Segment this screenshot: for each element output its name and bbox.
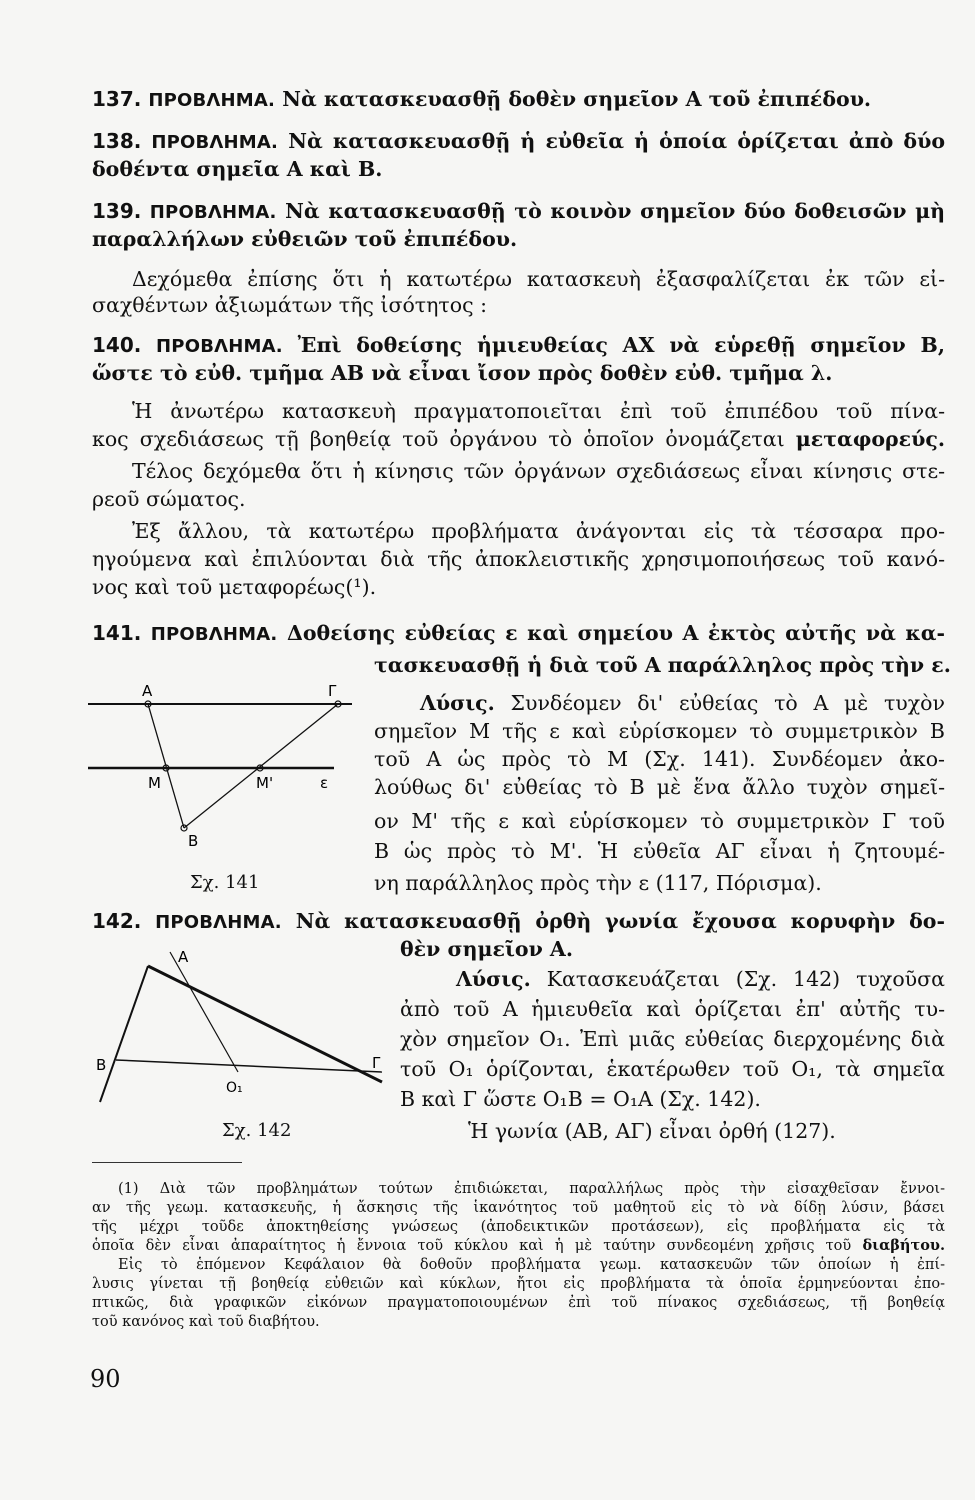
paragraph-text: Τέλος δεχόμεθα ὅτι ἡ κίνησις τῶν ὀργάνων σχεδιάσεως εἶναι κίνησις στε-: [132, 459, 945, 483]
solution-142: [400, 966, 945, 992]
segment-AB: [148, 704, 184, 828]
label-G: Γ: [328, 682, 337, 700]
solution-text: Ἡ γωνία (ΑΒ, ΑΓ) εἶναι ὀρθή (127).: [468, 1119, 836, 1143]
problem-label: ΠΡΟΒΛΗΜΑ.: [155, 912, 282, 933]
solution-text: τοῦ Α ὡς πρὸς τὸ Μ (Σχ. 141). Συνδέομεν ἀκο-: [374, 747, 945, 771]
label-B: Β: [188, 832, 199, 850]
footnote-text: λυσις γίνεται τῇ βοηθείᾳ εὐθειῶν καὶ κύκλων, ἤτοι εἰς προβλήματα τὰ ὁποῖα ἑρμηνεύονται ἐπο-: [92, 1276, 945, 1292]
problem-label: ΠΡΟΒΛΗΜΑ.: [156, 336, 283, 357]
solution-text: χὸν σημεῖον Ο₁. Ἐπὶ μιᾶς εὐθείας διερχομένης διὰ: [400, 1027, 945, 1051]
problem-140: [92, 332, 945, 360]
paragraph-text: σαχθέντων ἀξιωμάτων τῆς ἰσότητος :: [92, 293, 488, 317]
problem-label: ΠΡΟΒΛΗΜΑ.: [151, 132, 279, 153]
label-A: Α: [142, 682, 153, 700]
solution-text: λούθως δι' εὐθείας τὸ Β μὲ ἕνα ἄλλο τυχὸν σημεῖ-: [374, 775, 945, 799]
problem-label: ΠΡΟΒΛΗΜΑ.: [150, 624, 278, 645]
label-e: ε: [320, 774, 329, 792]
problem-label: ΠΡΟΒΛΗΜΑ.: [148, 90, 276, 111]
solution-text: Β καὶ Γ ὥστε Ο₁Β = Ο₁Α (Σχ. 142).: [400, 1087, 761, 1111]
paragraph-text: Δεχόμεθα ἐπίσης ὅτι ἡ κατωτέρω κατασκευὴ ἐξασφαλίζεται ἐκ τῶν εἰ-: [132, 267, 945, 291]
problem-statement-cont: δοθέντα σημεῖα Α καὶ Β.: [92, 157, 383, 181]
problem-number: 138.: [92, 129, 152, 153]
solution-text: τοῦ Ο₁ ὁρίζονται, ἑκατέρωθεν τοῦ Ο₁, τὰ σημεῖα: [400, 1057, 945, 1081]
solution-label: Λύσις.: [420, 691, 495, 715]
footnote-text: Εἰς τὸ ἑπόμενον Κεφάλαιον θὰ δοθοῦν προβλήματα γεωμ. κατασκευῶν τῶν ὁποίων ἡ ἐπί-: [118, 1257, 945, 1273]
paragraph-text: κος σχεδιάσεως τῇ βοηθείᾳ τοῦ ὀργάνου τὸ ὁποῖον ὀνομάζεται: [92, 427, 796, 451]
problem-statement-cont: τασκευασθῇ ἡ διὰ τοῦ Α παράλληλος πρὸς τὴν ε.: [374, 653, 951, 677]
problem-label: ΠΡΟΒΛΗΜΑ.: [149, 202, 277, 223]
solution-text: νη παράλληλος πρὸς τὴν ε (117, Πόρισμα).: [374, 871, 822, 895]
label-A: Α: [178, 948, 189, 966]
problem-number: 137.: [92, 87, 149, 111]
solution-text: Συνδέομεν δι' εὐθείας τὸ Α μὲ τυχὸν: [494, 691, 945, 715]
bold-term: μεταφορεύς.: [795, 427, 945, 451]
footnote-text: τοῦ κανόνος καὶ τοῦ διαβήτου.: [92, 1314, 320, 1330]
figure-caption: Σχ. 141: [190, 872, 260, 893]
solution-label: Λύσις.: [456, 967, 531, 991]
problem-statement: Νὰ κατασκευασθῇ ὀρθὴ γωνία ἔχουσα κορυφὴν δο-: [281, 909, 945, 933]
footnote-text: πτικῶς, διὰ γραφικῶν εἰκόνων πραγματοποιουμένων ἐπὶ τοῦ πίνακος σχεδιάσεως, τῇ βοηθείᾳ: [92, 1295, 945, 1311]
figure-142: [88, 946, 388, 1106]
solution-text: ον Μ' τῆς ε καὶ εὑρίσκομεν τὸ συμμετρικὸν Γ τοῦ: [374, 809, 945, 833]
footnote-separator: [92, 1162, 242, 1163]
figure-caption: Σχ. 142: [222, 1120, 292, 1141]
problem-statement: Νὰ κατασκευασθῇ δοθὲν σημεῖον Α τοῦ ἐπιπέδου.: [275, 87, 872, 111]
footnote-text: τῆς μέχρι τοῦδε ἀποκτηθείσης γνώσεως (ἀποδεικτικῶν προτάσεων), εἰς προβλήματα εἰς τὰ: [92, 1219, 945, 1235]
paragraph-text: ηγούμενα καὶ ἐπιλύονται διὰ τῆς ἀποκλειστικῆς χρησιμοποιήσεως τοῦ κανό-: [92, 547, 945, 571]
problem-statement-cont: παραλλήλων εὐθειῶν τοῦ ἐπιπέδου.: [92, 227, 518, 251]
ray-AB: [100, 966, 148, 1102]
problem-statement: Νὰ κατασκευασθῇ ἡ εὐθεῖα ἡ ὁποία ὁρίζεται ἀπὸ δύο: [278, 129, 945, 153]
problem-142: [92, 908, 945, 936]
segment-BG: [184, 704, 338, 828]
problem-statement-cont: ὥστε τὸ εὐθ. τμῆμα ΑΒ νὰ εἶναι ἴσον πρὸς δοθὲν εὐθ. τμῆμα λ.: [92, 361, 833, 385]
problem-statement: Νὰ κατασκευασθῇ τὸ κοινὸν σημεῖον δύο δοθεισῶν μὴ: [276, 199, 945, 223]
ray-AG: [148, 966, 382, 1082]
problem-139: [92, 198, 945, 226]
footnote-text: αν τῆς γεωμ. κατασκευῆς, ἡ ἄσκησις τῆς ἱκανότητος τοῦ μαθητοῦ εἰς τὸ νὰ δίδῃ λύσιν, βάσει: [92, 1200, 945, 1216]
problem-number: 139.: [92, 199, 150, 223]
problem-statement-cont: θὲν σημεῖον Α.: [400, 937, 573, 961]
ray-AO: [170, 952, 238, 1072]
label-M2: Μ': [256, 774, 274, 792]
problem-statement: Δοθείσης εὐθείας ε καὶ σημείου Α ἐκτὸς αὐτῆς νὰ κα-: [277, 621, 945, 645]
footnote-text: [92, 1237, 945, 1255]
problem-138: [92, 128, 945, 156]
problem-statement: Ἐπὶ δοθείσης ἡμιευθείας ΑΧ νὰ εὑρεθῇ σημεῖον Β,: [282, 333, 946, 357]
paragraph-text: Ἐξ ἄλλου, τὰ κατωτέρω προβλήματα ἀνάγονται εἰς τὰ τέσσαρα προ-: [132, 519, 945, 543]
figure-141: [88, 676, 358, 856]
footnote-text: (1) Διὰ τῶν προβλημάτων τούτων ἐπιδιώκεται, παραλλήλως πρὸς τὴν εἰσαχθεῖσαν ἔννοι-: [118, 1181, 945, 1197]
label-G: Γ: [372, 1054, 381, 1072]
solution-text: Β ὡς πρὸς τὸ Μ'. Ἡ εὐθεῖα ΑΓ εἶναι ἡ ζητουμέ-: [374, 839, 945, 863]
footnote-bold-term: διαβήτου.: [862, 1237, 945, 1254]
solution-text: ἀπὸ τοῦ Α ἡμιευθεῖα καὶ ὁρίζεται ἐπ' αὐτῆς τυ-: [400, 997, 945, 1021]
paragraph-text: Ἡ ἀνωτέρω κατασκευὴ πραγματοποιεῖται ἐπὶ τοῦ ἐπιπέδου τοῦ πίνα-: [132, 399, 945, 423]
paragraph-text: νος καὶ τοῦ μεταφορέως(¹).: [92, 575, 377, 599]
label-O1: Ο₁: [226, 1080, 243, 1096]
solution-text: Κατασκευάζεται (Σχ. 142) τυχοῦσα: [530, 967, 945, 991]
paragraph-text: ρεοῦ σώματος.: [92, 487, 246, 511]
solution-text: σημεῖον Μ τῆς ε καὶ εὑρίσκομεν τὸ συμμετρικὸν Β: [374, 719, 945, 743]
problem-number: 140.: [92, 333, 157, 357]
problem-137: [92, 86, 945, 114]
solution-141: [374, 690, 945, 716]
label-M: Μ: [148, 774, 161, 792]
problem-141: [92, 620, 945, 648]
problem-number: 142.: [92, 909, 156, 933]
footnote-text: ὁποῖα δὲν εἶναι ἀπαραίτητος ἡ ἔννοια τοῦ κύκλου καὶ ἡ μὲ ταύτην συνδεομένη χρῆσις τοῦ: [92, 1238, 863, 1254]
problem-number: 141.: [92, 621, 151, 645]
page-number: 90: [90, 1365, 121, 1393]
label-B: Β: [96, 1056, 107, 1074]
paragraph-text: [92, 426, 945, 452]
